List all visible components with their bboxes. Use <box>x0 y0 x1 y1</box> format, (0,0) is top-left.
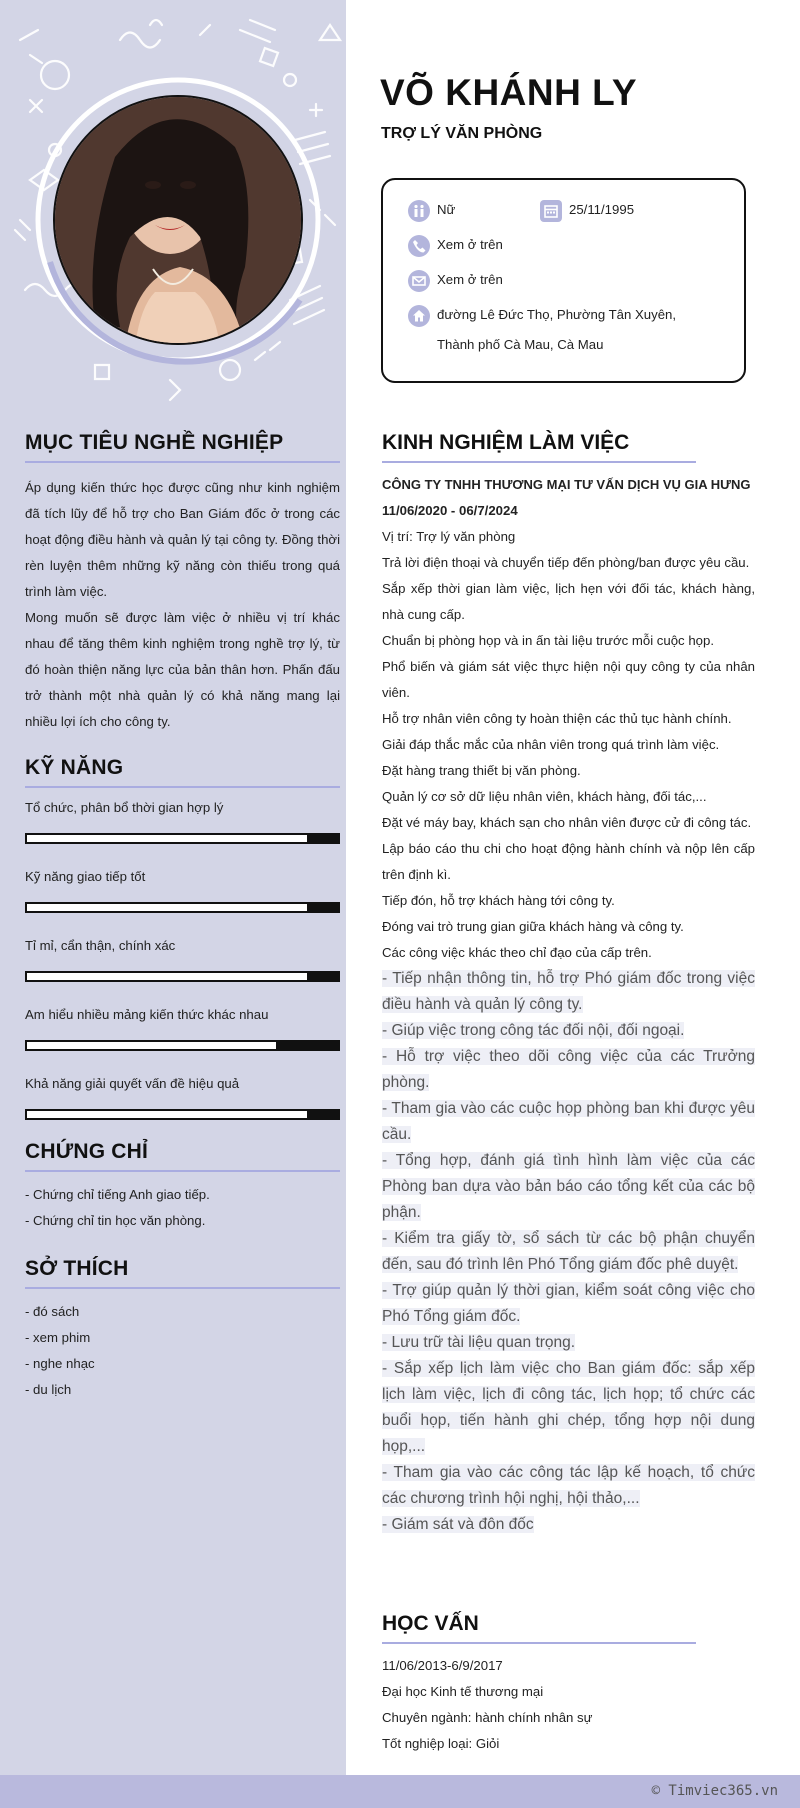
skills-list <box>25 800 340 1120</box>
skill-item <box>25 938 340 982</box>
experience-period: 11/06/2020 - 06/7/2024 <box>382 503 518 518</box>
sidebar <box>0 0 346 1775</box>
phone-value: Xem ở trên <box>437 237 503 252</box>
extra-duty-item <box>382 1330 755 1356</box>
education-title: HỌC VẤN <box>382 1612 696 1644</box>
duty-item: Trả lời điện thoại và chuyển tiếp đến phòng/ban được yêu cầu. <box>382 555 750 570</box>
extra-duty-item <box>382 1278 755 1330</box>
extra-duties-list <box>382 966 755 1538</box>
skill-name: Tỉ mỉ, cẩn thận, chính xác <box>25 938 176 953</box>
footer <box>0 1775 800 1808</box>
home-icon <box>408 305 430 327</box>
skill-name: Tổ chức, phân bổ thời gian hợp lý <box>25 800 224 815</box>
avatar-decoration <box>0 0 346 410</box>
extra-duty-item <box>382 966 755 1018</box>
skill-item <box>25 1007 340 1051</box>
skill-level-fill <box>307 1111 338 1118</box>
education-major: Chuyên ngành: hành chính nhân sự <box>382 1710 593 1725</box>
experience-position: Vị trí: Trợ lý văn phòng <box>382 529 516 544</box>
duty-item: Sắp xếp thời gian làm việc, lịch hẹn với đối tác, khách hàng, nhà cung cấp. <box>382 581 755 622</box>
skills-title: KỸ NĂNG <box>25 756 340 788</box>
hobbies-section <box>25 1257 340 1403</box>
extra-duty-text: - Sắp xếp lịch làm việc cho Ban giám đốc: sắp xếp lịch làm việc, lịch đi công tác, lịch họp; tổ chức các buổi họp, tiến hành ghi chép, tổng hợp nội dung họp,... <box>382 1360 755 1455</box>
email-row <box>408 272 503 295</box>
skill-item <box>25 869 340 913</box>
extra-duty-text: - Lưu trữ tài liệu quan trọng. <box>382 1334 576 1351</box>
extra-duty-item <box>382 1356 755 1460</box>
calendar-icon <box>540 200 562 222</box>
skill-name: Khả năng giải quyết vấn đề hiệu quả <box>25 1076 240 1091</box>
extra-duty-item <box>382 1148 755 1226</box>
portrait-image <box>55 97 303 345</box>
birthday-row <box>540 202 634 225</box>
skill-level-bar <box>25 833 340 844</box>
education-school: Đại học Kinh tế thương mại <box>382 1684 544 1699</box>
skill-name: Am hiểu nhiều mảng kiến thức khác nhau <box>25 1007 269 1022</box>
education-period: 11/06/2013-6/9/2017 <box>382 1658 503 1673</box>
mail-icon <box>408 270 430 292</box>
skill-level-bar <box>25 971 340 982</box>
education-grade: Tốt nghiệp loại: Giỏi <box>382 1736 500 1751</box>
address-value <box>437 300 676 360</box>
extra-duty-text: - Tiếp nhận thông tin, hỗ trợ Phó giám đốc trong việc điều hành và quản lý công ty. <box>382 970 755 1013</box>
skill-item <box>25 1076 340 1120</box>
duty-item: Phổ biến và giám sát việc thực hiện nội quy công ty của nhân viên. <box>382 659 755 700</box>
objective-paragraph-1: Áp dụng kiến thức học được cũng như kinh nghiệm đã tích lũy để hỗ trợ cho Ban Giám đốc ở trong các hoạt động điều hành và quản lý tại công ty. Đồng thời rèn luyện thêm những kỹ năng còn thiếu trong quá trình làm việc. <box>25 480 340 599</box>
skill-level-bar <box>25 1040 340 1051</box>
duty-item: Các công việc khác theo chỉ đạo của cấp trên. <box>382 945 652 960</box>
extra-duty-item <box>382 1512 755 1538</box>
certificates-title: CHỨNG CHỈ <box>25 1140 340 1172</box>
objective-section <box>25 431 340 735</box>
certificates-section <box>25 1140 340 1234</box>
gender-value: Nữ <box>437 202 456 217</box>
extra-duty-item <box>382 1044 755 1096</box>
objective-title: MỤC TIÊU NGHỀ NGHIỆP <box>25 431 340 463</box>
extra-duty-text: - Tổng hợp, đánh giá tình hình làm việc của các Phòng ban dựa vào bản báo cáo tổng kết của các bộ phận. <box>382 1152 755 1221</box>
duty-item: Hỗ trợ nhân viên công ty hoàn thiện các thủ tục hành chính. <box>382 711 732 726</box>
extra-duty-item <box>382 1096 755 1148</box>
skills-section <box>25 756 340 1120</box>
birthday-value: 25/11/1995 <box>569 202 635 217</box>
hobby-item: - nghe nhạc <box>25 1356 95 1371</box>
extra-duty-text: - Giúp việc trong công tác đối nội, đối ngoại. <box>382 1022 685 1039</box>
education-section <box>382 1612 755 1757</box>
phone-icon <box>408 235 430 257</box>
extra-duty-text: - Tham gia vào các công tác lập kế hoạch, tổ chức các chương trình hội nghị, hội thảo,... <box>382 1464 755 1507</box>
skill-item <box>25 800 340 844</box>
address-line-1: đường Lê Đức Thọ, Phường Tân Xuyên, <box>437 307 677 322</box>
duty-item: Chuẩn bị phòng họp và in ấn tài liệu trước mỗi cuộc họp. <box>382 633 714 648</box>
gender-row <box>408 202 455 225</box>
objective-paragraph-2: Mong muốn sẽ được làm việc ở nhiều vị trí khác nhau để tăng thêm kinh nghiệm trong nghề trợ lý, từ đó hoàn thiện năng lực của bản thân hơn. Phấn đấu trở thành một nhà quản lý có khả năng mang lại nhiều lợi ích cho công ty. <box>25 610 340 729</box>
contact-box <box>381 178 746 383</box>
skill-level-bar <box>25 1109 340 1120</box>
extra-duty-text: - Giám sát và đôn đốc <box>382 1516 534 1533</box>
duties-list <box>382 550 755 966</box>
hobby-item: - đó sách <box>25 1304 80 1319</box>
address-row <box>408 307 676 360</box>
duty-item: Lập báo cáo thu chi cho hoạt động hành chính và nộp lên cấp trên định kì. <box>382 841 755 882</box>
duty-item: Giải đáp thắc mắc của nhân viên trong quá trình làm việc. <box>382 737 720 752</box>
profile-photo <box>53 95 303 345</box>
duty-item: Tiếp đón, hỗ trợ khách hàng tới công ty. <box>382 893 615 908</box>
duty-item: Quản lý cơ sở dữ liệu nhân viên, khách hàng, đối tác,... <box>382 789 707 804</box>
extra-duty-text: - Kiểm tra giấy tờ, sổ sách từ các bộ phận chuyển đến, sau đó trình lên Phó Tổng giám đốc phê duyệt. <box>382 1230 755 1273</box>
footer-brand[interactable]: © Timviec365.vn <box>651 1783 778 1799</box>
skill-name: Kỹ năng giao tiếp tốt <box>25 869 146 884</box>
extra-duty-text: - Trợ giúp quản lý thời gian, kiểm soát công việc cho Phó Tổng giám đốc. <box>382 1282 755 1325</box>
experience-title: KINH NGHIỆM LÀM VIỆC <box>382 431 696 463</box>
extra-duty-text: - Tham gia vào các cuộc họp phòng ban khi được yêu cầu. <box>382 1100 755 1143</box>
skill-level-bar <box>25 902 340 913</box>
email-value: Xem ở trên <box>437 272 503 287</box>
hobby-item: - xem phim <box>25 1330 91 1345</box>
duty-item: Đặt vé máy bay, khách sạn cho nhân viên được cử đi công tác. <box>382 815 752 830</box>
extra-duty-item <box>382 1018 755 1044</box>
phone-row <box>408 237 503 260</box>
hobby-item: - du lịch <box>25 1382 72 1397</box>
certificate-item: - Chứng chỉ tin học văn phòng. <box>25 1213 206 1228</box>
extra-duty-text: - Hỗ trợ việc theo dõi công việc của các Trưởng phòng. <box>382 1048 755 1091</box>
certificate-item: - Chứng chỉ tiếng Anh giao tiếp. <box>25 1187 210 1202</box>
address-line-2: Thành phố Cà Mau, Cà Mau <box>437 337 604 352</box>
job-title: TRỢ LÝ VĂN PHÒNG <box>381 125 543 142</box>
skill-level-fill <box>276 1042 338 1049</box>
extra-duty-item <box>382 1460 755 1512</box>
extra-duty-item <box>382 1226 755 1278</box>
candidate-name: VÕ KHÁNH LY <box>380 72 638 113</box>
skill-level-fill <box>307 904 338 911</box>
gender-icon <box>408 200 430 222</box>
skill-level-fill <box>307 835 338 842</box>
experience-section <box>382 431 755 1538</box>
duty-item: Đóng vai trò trung gian giữa khách hàng và công ty. <box>382 919 684 934</box>
duty-item: Đặt hàng trang thiết bị văn phòng. <box>382 763 581 778</box>
skill-level-fill <box>307 973 338 980</box>
company-name: CÔNG TY TNHH THƯƠNG MẠI TƯ VẤN DỊCH VỤ GIA HƯNG <box>382 477 751 492</box>
hobbies-title: SỞ THÍCH <box>25 1257 340 1289</box>
